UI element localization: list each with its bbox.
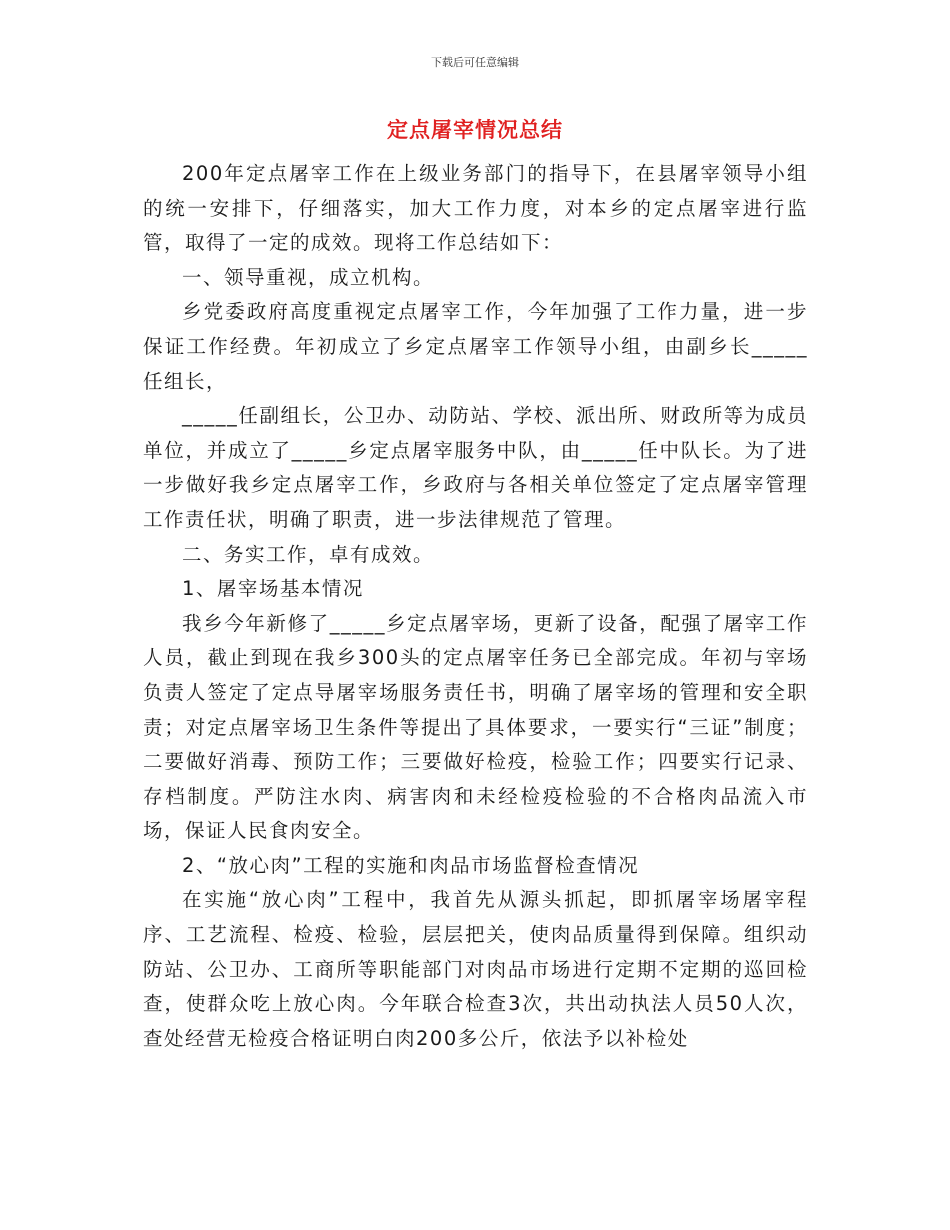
paragraph-slaughterhouse: 我乡今年新修了_____乡定点屠宰场，更新了设备，配强了屠宰工作人员，截止到现在我乡300头的定点屠宰任务已全部完成。年初与宰场负责人签定了定点导屠宰场服务责任书，明确了屠宰场的管理和安全职责；对定点屠宰场卫生条件等提出了具体要求，一要实行“三证”制度；二要做好消毒、预防工作；三要做好检疫，检验工作；四要实行记录、存档制度。严防注水肉、病害肉和未经检疫检验的不合格肉品流入市场，保证人民食肉安全。: [143, 611, 808, 843]
paragraph-safe-meat: 在实施“放心肉”工程中，我首先从源头抓起，即抓屠宰场屠宰程序、工艺流程、检疫、检验，层层把关，使肉品质量得到保障。组织动防站、公卫办、工商所等职能部门对肉品市场进行定期不定期的巡回检查，使群众吃上放心肉。今年联合检查3次，共出动执法人员50人次，查处经营无检疫合格证明白肉200多公斤，依法予以补检处: [143, 888, 808, 1050]
paragraph-intro: 200年定点屠宰工作在上级业务部门的指导下，在县屠宰领导小组的统一安排下，仔细落实，加大工作力度，对本乡的定点屠宰进行监管，取得了一定的成效。现将工作总结如下：: [143, 162, 808, 255]
section-heading-2: 二、务实工作，卓有成效。: [182, 542, 435, 566]
subsection-heading-2: 2、“放心肉”工程的实施和肉品市场监督检查情况: [182, 853, 640, 877]
document-title: 定点屠宰情况总结: [387, 118, 563, 142]
paragraph-members: _____任副组长，公卫办、动防站、学校、派出所、财政所等为成员单位，并成立了_____乡定点屠宰服务中队，由_____任中队长。为了进一步做好我乡定点屠宰工作，乡政府与各相关单位签定了定点屠宰管理工作责任状，明确了职责，进一步法律规范了管理。: [143, 404, 808, 531]
header-note: 下载后可任意编辑: [431, 56, 519, 69]
section-heading-1: 一、领导重视，成立机构。: [182, 265, 435, 289]
document-body: [143, 157, 808, 1056]
paragraph-leadership: 乡党委政府高度重视定点屠宰工作，今年加强了工作力量，进一步保证工作经费。年初成立了乡定点屠宰工作领导小组，由副乡长_____任组长，: [143, 300, 808, 393]
subsection-heading-1: 1、屠宰场基本情况: [182, 577, 364, 601]
